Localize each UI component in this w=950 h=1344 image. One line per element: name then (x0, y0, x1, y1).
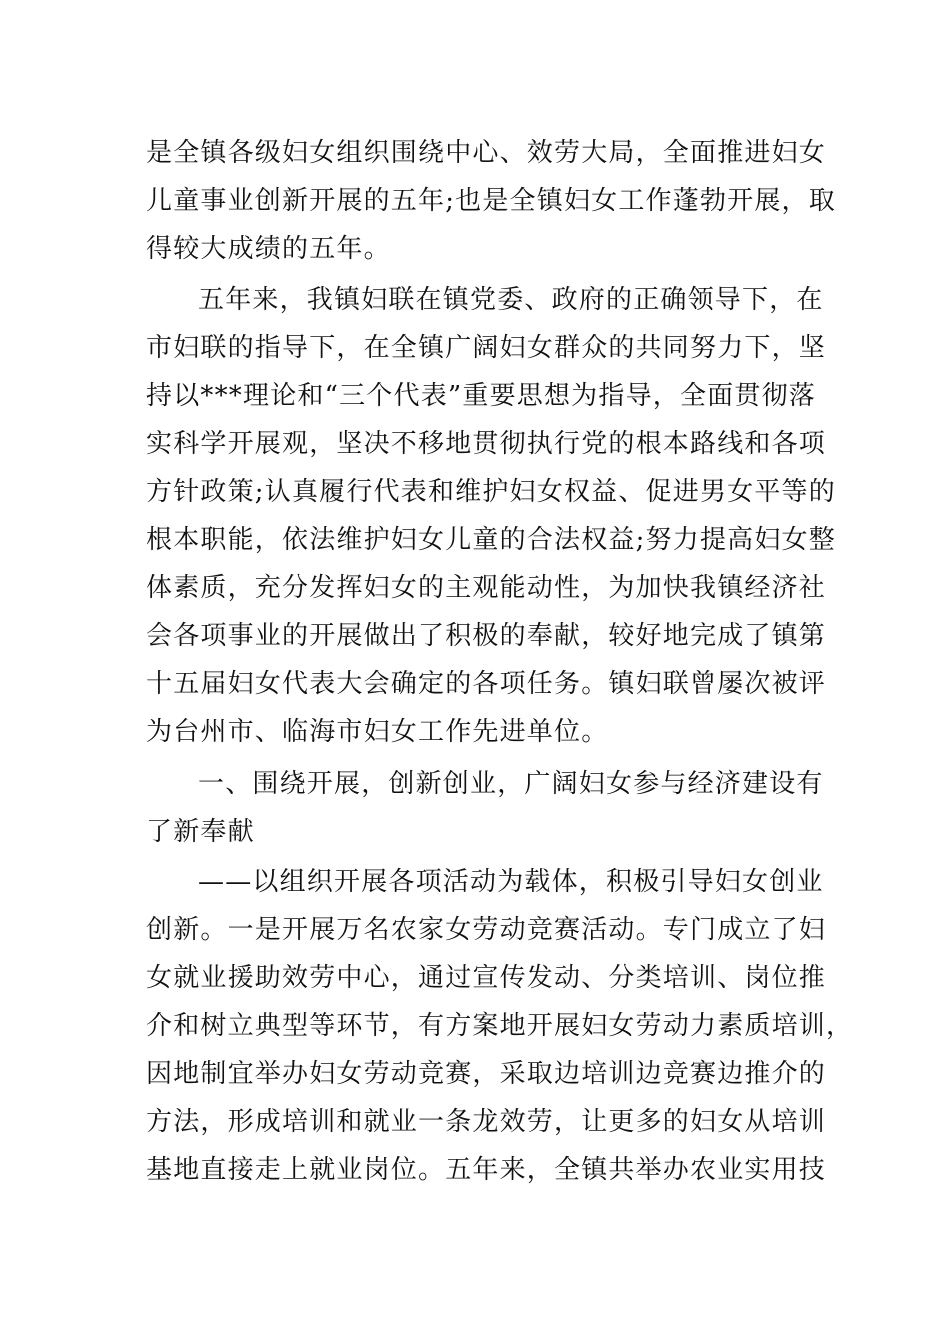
text-line: 会各项事业的开展做出了积极的奉献，较好地完成了镇第 (146, 621, 827, 651)
text-line: 创新。一是开展万名农家女劳动竞赛活动。专门成立了妇 (146, 915, 827, 945)
paragraph-first-line: 五年来，我镇妇联在镇党委、政府的正确领导下，在 (198, 285, 824, 315)
text-line: 持以***理论和“三个代表”重要思想为指导，全面贯彻落 (146, 381, 816, 411)
text-line: 实科学开展观，坚决不移地贯彻执行党的根本路线和各项 (146, 429, 827, 459)
text-line: 介和树立典型等环节，有方案地开展妇女劳动力素质培训， (146, 1011, 854, 1041)
paragraph-first-line: ——以组织开展各项活动为载体，积极引导妇女创业 (198, 867, 824, 897)
text-line: 为台州市、临海市妇女工作先进单位。 (146, 717, 609, 747)
section-heading: 一、围绕开展，创新创业，广阔妇女参与经济建设有 (198, 769, 824, 799)
text-line: 基地直接走上就业岗位。五年来，全镇共举办农业实用技 (146, 1155, 827, 1185)
section-heading: 了新奉献 (146, 817, 255, 847)
text-line: 是全镇各级妇女组织围绕中心、效劳大局，全面推进妇女 (146, 138, 827, 168)
text-line: 体素质，充分发挥妇女的主观能动性，为加快我镇经济社 (146, 573, 827, 603)
text-line: 女就业援助效劳中心，通过宣传发动、分类培训、岗位推 (146, 963, 827, 993)
text-line: 得较大成绩的五年。 (146, 234, 391, 264)
text-line: 儿童事业创新开展的五年;也是全镇妇女工作蓬勃开展，取 (146, 186, 836, 216)
text-line: 十五届妇女代表大会确定的各项任务。镇妇联曾屡次被评 (146, 669, 827, 699)
text-line: 因地制宜举办妇女劳动竞赛，采取边培训边竞赛边推介的 (146, 1059, 827, 1089)
text-line: 方针政策;认真履行代表和维护妇女权益、促进男女平等的 (146, 477, 836, 507)
text-line: 方法，形成培训和就业一条龙效劳，让更多的妇女从培训 (146, 1107, 827, 1137)
text-line: 根本职能，依法维护妇女儿童的合法权益;努力提高妇女整 (146, 525, 836, 555)
text-line: 市妇联的指导下，在全镇广阔妇女群众的共同努力下，坚 (146, 333, 827, 363)
